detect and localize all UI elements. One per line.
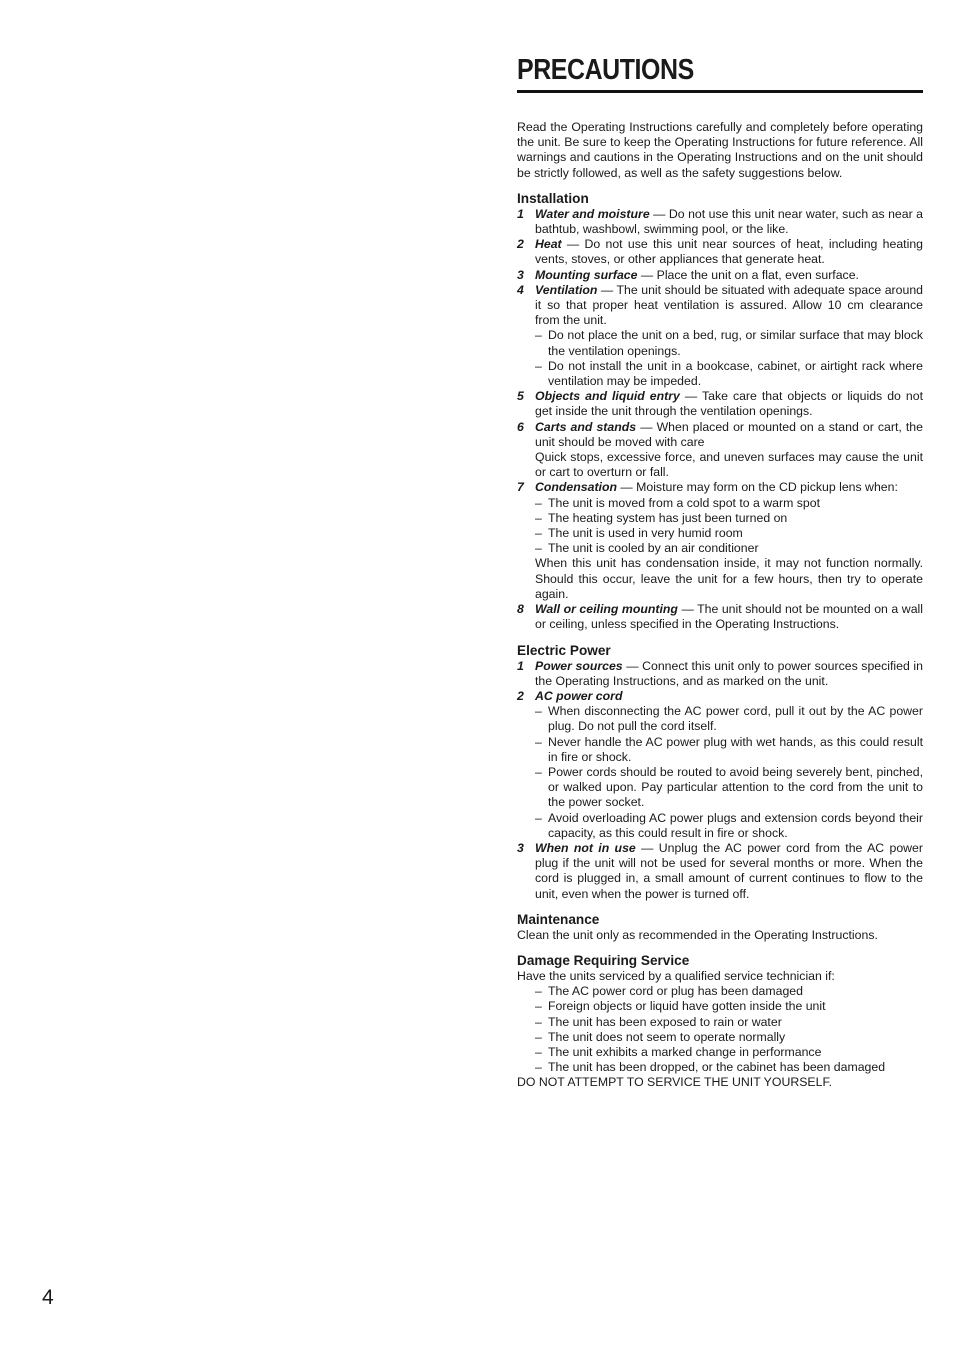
intro-paragraph: Read the Operating Instructions carefully and completely before operating the unit. Be sure to keep the Operating Instructions for future reference. All warnings and cautions in the Operating Instructions and on the unit should be strictly followed, as well as the safety suggestions below. [517, 120, 923, 180]
installation-item [517, 420, 923, 481]
item-note: When this unit has condensation inside, it may not function normally. Should this occur, leave the unit for a few hours, then try to operate again. [535, 556, 923, 601]
item-term: When not in use [535, 840, 636, 855]
electric-power-heading: Electric Power [517, 642, 611, 658]
electric-power-item [517, 841, 923, 902]
sub-item: – The AC power cord or plug has been damaged [535, 984, 923, 999]
page-title: PRECAUTIONS [517, 54, 694, 86]
sub-item: – The unit has been exposed to rain or water [535, 1015, 923, 1030]
item-term: Water and moisture [535, 206, 650, 221]
sub-item: – Power cords should be routed to avoid being severely bent, pinched, or walked upon. Pay particular attention to the cord from the unit to the power socket. [535, 765, 923, 811]
item-term: Mounting surface [535, 267, 638, 282]
item-number: 6 [517, 419, 524, 434]
damage-list [517, 984, 923, 1075]
sub-item: – Foreign objects or liquid have gotten inside the unit [535, 999, 923, 1014]
item-number: 8 [517, 602, 524, 617]
electric-power-item [517, 659, 923, 689]
installation-list [517, 207, 923, 633]
item-term: Ventilation [535, 282, 598, 297]
item-number: 1 [517, 206, 524, 221]
sub-item: – The heating system has just been turned on [535, 511, 923, 526]
damage-heading: Damage Requiring Service [517, 952, 690, 968]
item-note: Quick stops, excessive force, and uneven surfaces may cause the unit or cart to overturn or fall. [535, 450, 923, 480]
electric-power-list [517, 659, 923, 902]
item-text: — The unit should not be mounted on a wall or ceiling, unless specified in the Operating Instructions. [535, 602, 923, 632]
installation-item [517, 207, 923, 237]
item-number: 1 [517, 658, 524, 673]
installation-item [517, 480, 923, 602]
installation-item [517, 283, 923, 389]
installation-item [517, 237, 923, 267]
item-term: Heat [535, 237, 562, 252]
title-rule [517, 90, 923, 93]
maintenance-text: Clean the unit only as recommended in the Operating Instructions. [517, 927, 878, 942]
item-number: 2 [517, 237, 524, 252]
installation-item [517, 389, 923, 419]
precautions-column [517, 54, 923, 1091]
maintenance-heading: Maintenance [517, 911, 600, 927]
item-number: 3 [517, 267, 524, 282]
sub-item: – The unit is used in very humid room [535, 526, 923, 541]
item-text: — Connect this unit only to power sources specified in the Operating Instructions, and as marked on the unit. [535, 658, 923, 688]
electric-power-item [517, 689, 923, 841]
item-text: — Do not use this unit near sources of heat, including heating vents, stoves, or other appliances that generate heat. [535, 237, 923, 267]
installation-heading: Installation [517, 190, 589, 206]
sub-item: – Avoid overloading AC power plugs and extension cords beyond their capacity, as this could result in fire or shock. [535, 811, 923, 841]
installation-item [517, 602, 923, 632]
item-term: AC power cord [535, 688, 623, 703]
sub-item: – The unit exhibits a marked change in performance [535, 1045, 923, 1060]
item-text: — Moisture may form on the CD pickup lens when: [616, 480, 898, 495]
page-number: 4 [42, 1286, 54, 1309]
item-term: Power sources [535, 658, 623, 673]
item-text: — Do not use this unit near water, such as near a bathtub, washbowl, swimming pool, or the like. [535, 206, 923, 237]
item-number: 5 [517, 389, 524, 404]
sub-item: – The unit is moved from a cold spot to a warm spot [535, 496, 923, 511]
sub-item: – The unit has been dropped, or the cabinet has been damaged [535, 1060, 923, 1075]
item-text: — The unit should be situated with adequate space around it so that proper heat ventilation is assured. Allow 10 cm clearance from the unit. [535, 282, 923, 328]
item-number: 7 [517, 480, 524, 495]
installation-item [517, 268, 923, 283]
sub-item: – Do not install the unit in a bookcase, cabinet, or airtight rack where ventilation may be impeded. [535, 359, 923, 389]
item-number: 2 [517, 688, 524, 703]
item-number: 3 [517, 840, 524, 855]
sub-item: – When disconnecting the AC power cord, pull it out by the AC power plug. Do not pull the cord itself. [535, 704, 923, 734]
damage-text: Have the units serviced by a qualified service technician if: [517, 968, 835, 983]
item-term: Objects and liquid entry [535, 389, 680, 404]
sub-item: – Never handle the AC power plug with wet hands, as this could result in fire or shock. [535, 735, 923, 765]
item-text: — Take care that objects or liquids do not get inside the unit through the ventilation openings. [535, 389, 923, 419]
sub-item: – The unit is cooled by an air conditioner [535, 541, 923, 556]
sub-item: – Do not place the unit on a bed, rug, or similar surface that may block the ventilation openings. [535, 328, 923, 358]
item-term: Condensation [535, 480, 617, 495]
item-text: — Place the unit on a flat, even surface. [637, 267, 859, 282]
item-text: — When placed or mounted on a stand or cart, the unit should be moved with care [535, 419, 923, 449]
service-warning: DO NOT ATTEMPT TO SERVICE THE UNIT YOURSELF. [517, 1075, 833, 1090]
item-text: — Unplug the AC power cord from the AC power plug if the unit will not be used for several months or more. When the cord is plugged in, a small amount of current continues to flow to the unit, even when the power is turned off. [535, 840, 923, 901]
item-number: 4 [517, 282, 524, 297]
item-term: Carts and stands [535, 419, 637, 434]
item-term: Wall or ceiling mounting [535, 602, 678, 617]
sub-item: – The unit does not seem to operate normally [535, 1030, 923, 1045]
